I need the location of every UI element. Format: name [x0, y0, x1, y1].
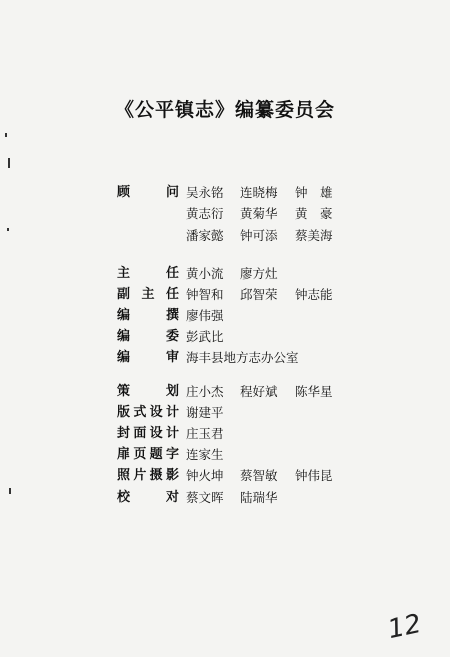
role-char: 题 — [149, 447, 163, 462]
member-name: 连家生 — [186, 447, 224, 462]
role-char: 任 — [165, 266, 179, 281]
role-char: 照 — [117, 468, 131, 483]
role-char: 设 — [149, 405, 163, 420]
role-label — [117, 226, 179, 246]
member-name: 彭武比 — [186, 329, 224, 344]
role-char: 编 — [117, 329, 131, 344]
role-label — [117, 183, 179, 203]
member-name: 黄菊华 — [240, 206, 278, 221]
scan-mark — [7, 228, 9, 231]
role-char: 页 — [133, 447, 147, 462]
role-char: 编 — [117, 308, 131, 323]
role-char: 对 — [165, 490, 179, 505]
role-label — [117, 327, 179, 347]
role-char: 委 — [165, 329, 179, 344]
member-name: 钟可添 — [240, 228, 278, 243]
page-title: 《公平镇志》编纂委员会 — [114, 99, 335, 121]
role-char: 扉 — [117, 447, 131, 462]
role-char: 摄 — [149, 468, 163, 483]
role-char: 计 — [165, 426, 179, 441]
role-char: 编 — [117, 350, 131, 365]
member-name: 庄小杰 — [186, 384, 224, 399]
member-name: 黄 豪 — [295, 206, 333, 221]
role-label — [117, 466, 179, 486]
member-name: 钟智和 — [186, 287, 224, 302]
role-char: 片 — [133, 468, 147, 483]
member-name: 钟火坤 — [186, 468, 224, 483]
member-name: 钟 雄 — [295, 185, 333, 200]
role-char: 主 — [117, 266, 131, 281]
role-label — [117, 382, 179, 402]
member-name: 吴永铭 — [186, 185, 224, 200]
role-char: 字 — [165, 447, 179, 462]
member-name: 连晓梅 — [240, 185, 278, 200]
role-char: 副 — [117, 287, 131, 302]
member-name: 廖方灶 — [240, 266, 278, 281]
role-char: 任 — [165, 287, 179, 302]
member-name: 潘家懿 — [186, 228, 224, 243]
member-name: 黄志衍 — [186, 206, 224, 221]
role-label — [117, 264, 179, 284]
member-name: 黄小流 — [186, 266, 224, 281]
member-name: 廖伟强 — [186, 308, 224, 323]
member-name: 邱智荣 — [240, 287, 278, 302]
role-label — [117, 204, 179, 224]
scan-mark — [8, 158, 10, 168]
member-name: 蔡文晖 — [186, 490, 224, 505]
role-label — [117, 445, 179, 465]
role-label — [117, 306, 179, 326]
member-name: 程好斌 — [240, 384, 278, 399]
role-label — [117, 424, 179, 444]
role-char: 划 — [165, 384, 179, 399]
role-char: 策 — [117, 384, 131, 399]
role-char: 撰 — [165, 308, 179, 323]
member-name: 钟志能 — [295, 287, 333, 302]
member-name: 陆瑞华 — [240, 490, 278, 505]
role-char: 问 — [165, 185, 179, 200]
role-char: 设 — [149, 426, 163, 441]
member-name: 谢建平 — [186, 405, 224, 420]
role-char: 影 — [165, 468, 179, 483]
page-number: 12 — [385, 608, 424, 646]
role-char: 主 — [141, 287, 155, 302]
member-name: 海丰县地方志办公室 — [186, 350, 299, 365]
role-char: 校 — [117, 490, 131, 505]
role-char: 计 — [165, 405, 179, 420]
scan-mark — [5, 133, 7, 137]
member-name: 陈华星 — [295, 384, 333, 399]
role-label — [117, 348, 179, 368]
role-label — [117, 488, 179, 508]
scan-mark — [9, 488, 11, 494]
role-char: 顾 — [117, 185, 131, 200]
role-char: 封 — [117, 426, 131, 441]
member-name: 蔡美海 — [295, 228, 333, 243]
role-char: 式 — [133, 405, 147, 420]
role-label — [117, 403, 179, 423]
role-char: 审 — [165, 350, 179, 365]
role-char: 版 — [117, 405, 131, 420]
role-label — [117, 285, 179, 305]
member-name: 钟伟昆 — [295, 468, 333, 483]
member-name: 蔡智敏 — [240, 468, 278, 483]
role-char: 面 — [133, 426, 147, 441]
member-name: 庄玉君 — [186, 426, 224, 441]
